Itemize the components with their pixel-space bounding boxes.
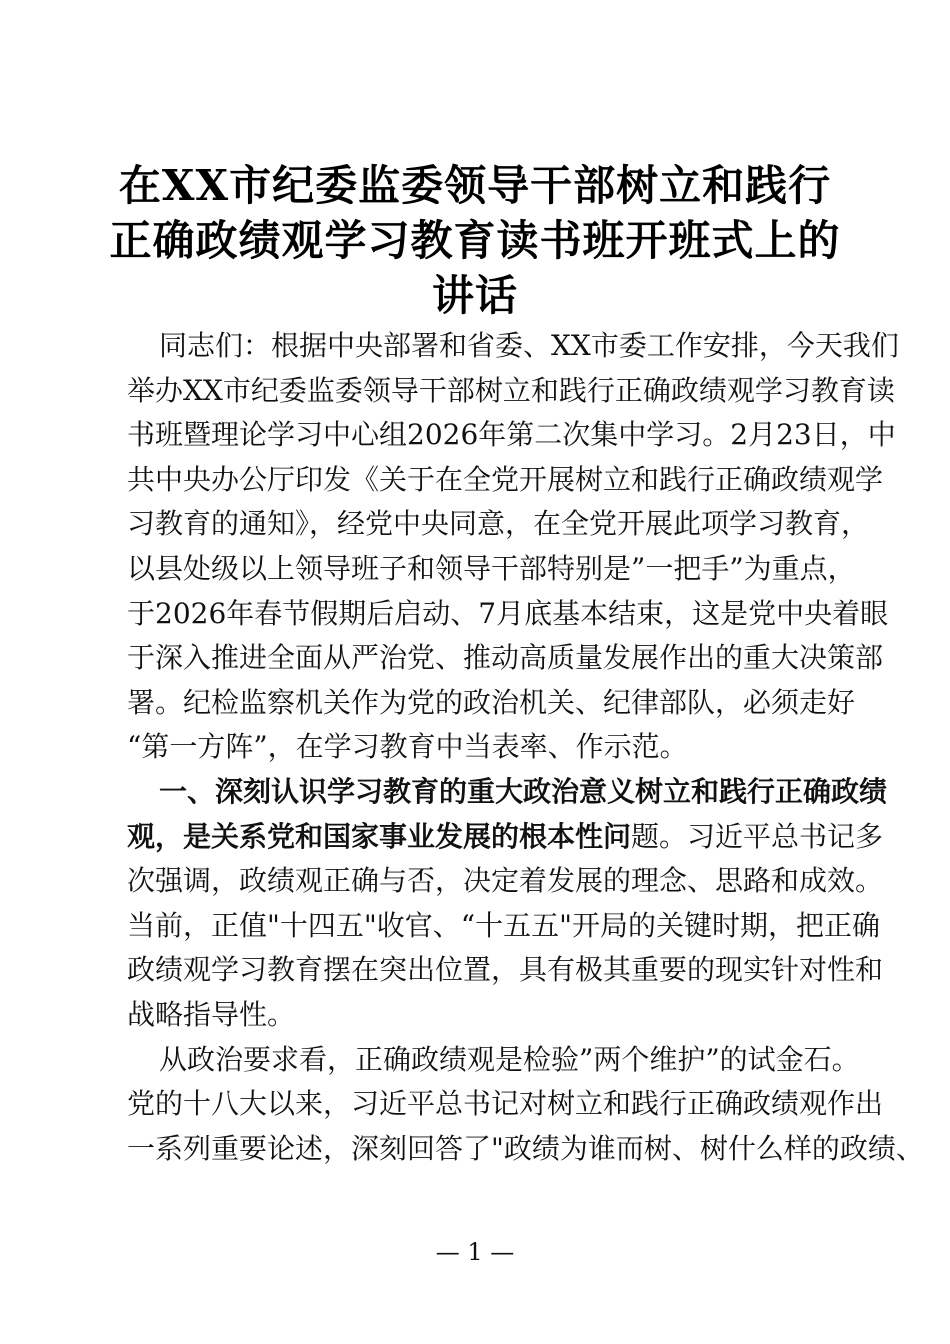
text-line: 党的十八大以来，习近平总书记对树立和践行正确政绩观作出 [127, 1087, 884, 1121]
section-heading: 一、深刻认识学习教育的重大政治意义树立和践行正确政绩 [159, 774, 888, 808]
text-line: 战略指导性。 [127, 997, 296, 1031]
paragraph-section-one [127, 770, 888, 1038]
paragraph-intro [127, 324, 899, 770]
title-line: 在XX市纪委监委领导干部树立和践行 [118, 161, 832, 210]
document-body [127, 324, 924, 1171]
text-line: 共中央办公厅印发《关于在全党开展树立和践行正确政绩观学 [127, 462, 884, 496]
text-line: 署。纪检监察机关作为党的政治机关、纪律部队，必须走好 [127, 685, 856, 719]
text-span: 题。习近平总书记多 [631, 819, 884, 853]
text-line: 书班暨理论学习中心组2026年第二次集中学习。2月23日，中 [127, 418, 896, 452]
text-line: 习教育的通知》，经党中央同意，在全党开展此项学习教育， [127, 507, 870, 541]
text-line: 次强调，政绩观正确与否，决定着发展的理念、思路和成效。 [127, 864, 884, 898]
paragraph-political [127, 1038, 924, 1172]
title-line: 正确政绩观学习教育读书班开班式上的 [109, 216, 841, 265]
text-line: 当前，正值"十四五"收官、“十五五"开局的关键时期，把正确 [127, 908, 880, 942]
text-line: 以县处级以上领导班子和领导干部特别是”一把手”为重点， [127, 551, 856, 585]
text-line: 于深入推进全面从严治党、推动高质量发展作出的重大决策部 [127, 641, 884, 675]
section-heading-cont: 观，是关系党和国家事业发展的根本性问 [127, 819, 632, 853]
text-line: 从政治要求看，正确政绩观是检验”两个维护”的试金石。 [159, 1042, 860, 1076]
text-line: 政绩观学习教育摆在突出位置，具有极其重要的现实针对性和 [127, 953, 884, 987]
title-line: 讲话 [431, 271, 518, 320]
text-line: “第一方阵”，在学习教育中当表率、作示范。 [127, 730, 688, 764]
page-number: — 1 — [435, 1238, 515, 1266]
text-line: 一系列重要论述，深刻回答了"政绩为谁而树、树什么样的政绩、 [127, 1131, 924, 1165]
text-line [127, 815, 884, 860]
text-line: 同志们：根据中央部署和省委、XX市委工作安排，今天我们 [159, 329, 899, 362]
text-line: 于2026年春节假期后启动、7月底基本结束，这是党中央着眼 [127, 596, 889, 630]
document-title [0, 158, 950, 323]
text-line: 举办XX市纪委监委领导干部树立和践行正确政绩观学习教育读 [127, 373, 895, 407]
